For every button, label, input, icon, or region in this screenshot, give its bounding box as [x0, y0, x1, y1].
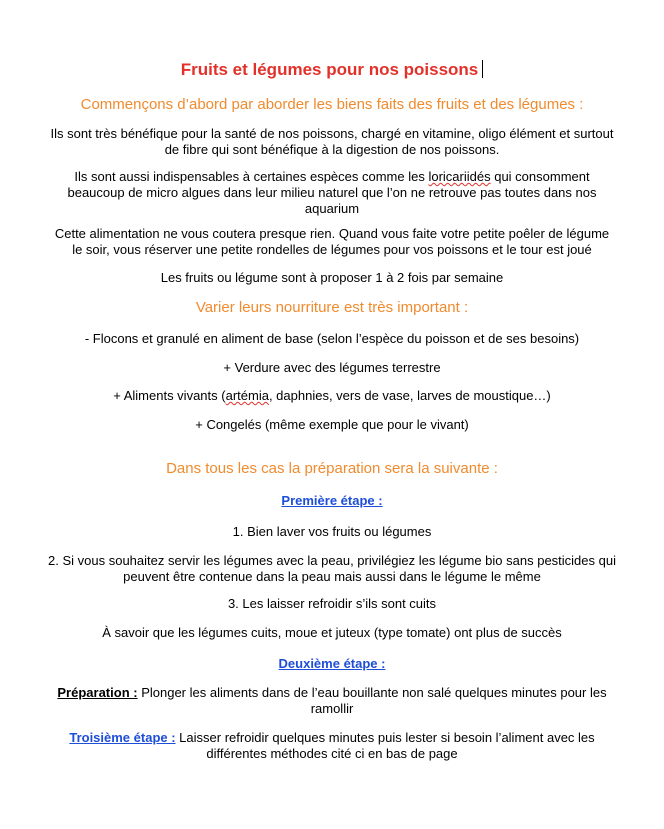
preparation-line-1: [40, 685, 624, 701]
cost-paragraph-line-1: Cette alimentation ne vous coutera presque rien. Quand vous faite votre petite poêler de légume: [54, 226, 610, 241]
species-text-before: Ils sont aussi indispensables à certaines espèces comme les: [74, 169, 429, 184]
benefits-paragraph-line-1: Ils sont très bénéfique pour la santé de nos poissons, chargé en vitamine, oligo élément et surtout: [50, 126, 614, 141]
step2-heading: Deuxième étape :: [278, 656, 386, 671]
document-title: [0, 60, 664, 80]
section-heading-benefits: Commençons d’abord par aborder les biens faits des fruits et des légumes :: [80, 96, 584, 113]
step1-note: À savoir que les légumes cuits, moue et juteux (type tomate) ont plus de succès: [102, 625, 562, 640]
cost-paragraph-line-2: le soir, vous réserver une petite rondelles de légumes pour vos poissons et le tour est joué: [72, 242, 592, 257]
benefits-paragraph-line-2: de fibre qui sont bénéfique à la digestion de nos poissons.: [164, 142, 500, 157]
step1-item-cool: 3. Les laisser refroidir s’ils sont cuits: [227, 596, 437, 611]
species-paragraph-line-2: beaucoup de micro algues dans leur milieu naturel que l’on ne retrouve pas toutes dans nos: [67, 185, 597, 200]
preparation-line-2: ramollir: [310, 701, 354, 716]
step3-line-2: différentes méthodes cité ci en bas de page: [206, 746, 458, 761]
misspelled-word: loricariidés: [428, 169, 491, 184]
species-paragraph-line-3: aquarium: [304, 201, 360, 216]
misspelled-word: artémia: [225, 388, 269, 403]
step3-line-1: [40, 730, 624, 746]
preparation-label: Préparation :: [57, 685, 138, 700]
variety-item-flakes: - Flocons et granulé en aliment de base (selon l’espèce du poisson et de ses besoins): [84, 331, 580, 346]
step1-item-skin-line-1: 2. Si vous souhaitez servir les légumes avec la peau, privilégiez les légume bio sans pesticides qui: [48, 553, 616, 568]
step1-item-skin-line-2: peuvent être contenue dans la peau mais aussi dans le légume le même: [123, 569, 541, 584]
step3-label: Troisième étape :: [69, 730, 176, 745]
species-text-after: qui consomment: [490, 169, 590, 184]
variety-item-frozen: + Congelés (même exemple que pour le vivant): [195, 417, 469, 432]
frequency-paragraph: Les fruits ou légume sont à proposer 1 à 2 fois par semaine: [160, 270, 504, 285]
section-heading-variety: Varier leurs nourriture est très important :: [195, 299, 469, 316]
title-text: Fruits et légumes pour nos poissons: [180, 60, 479, 79]
live-food-text-before: + Aliments vivants (: [113, 388, 226, 403]
preparation-text: Plonger les aliments dans de l’eau bouillante non salé quelques minutes pour les: [137, 685, 607, 700]
text-cursor: [482, 60, 483, 78]
step3-text: Laisser refroidir quelques minutes puis lester si besoin l’aliment avec les: [175, 730, 595, 745]
live-food-text-after: , daphnies, vers de vase, larves de moustique…): [268, 388, 551, 403]
species-paragraph-line-1: [40, 169, 624, 185]
variety-item-live-food: [40, 388, 624, 404]
section-heading-preparation: Dans tous les cas la préparation sera la suivante :: [166, 460, 498, 477]
step1-item-wash: 1. Bien laver vos fruits ou légumes: [232, 524, 432, 539]
step1-heading: Première étape :: [281, 493, 383, 508]
variety-item-greens: + Verdure avec des légumes terrestre: [223, 360, 441, 375]
